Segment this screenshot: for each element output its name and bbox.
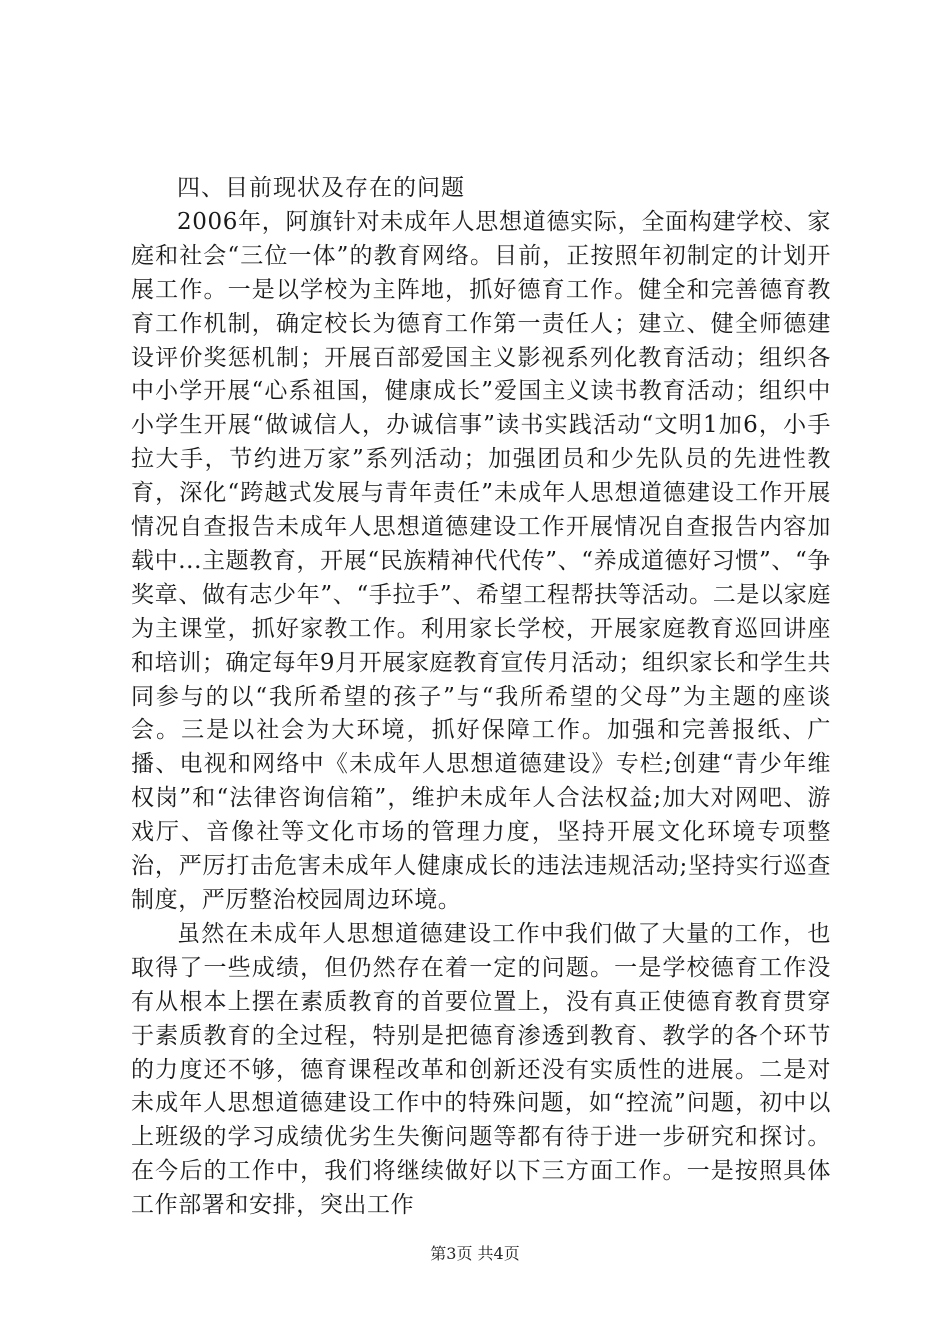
paragraph-existing-problems: 虽然在未成年人思想道德建设工作中我们做了大量的工作，也取得了一些成绩，但仍然存在着一定的问题。一是学校德育工作没有从根本上摆在素质教育的首要位置上，没有真正使德育教育贯穿于素质教育的全过程，特别是把德育渗透到教育、教学的各个环节的力度还不够，德育课程改革和创新还没有实质性的进展。二是对未成年人思想道德建设工作中的特殊问题，如“控流”问题，初中以上班级的学习成绩优劣生失衡问题等都有待于进一步研究和探讨。在今后的工作中，我们将继续做好以下三方面工作。一是按照具体工作部署和安排，突出工作 [131,920,831,1219]
section-heading: 四、目前现状及存在的问题 [177,175,465,201]
page-footer: 第3页 共4页 [430,1244,520,1263]
document-body [131,172,831,1223]
paragraph-current-work: 2006年，阿旗针对未成年人思想道德实际，全面构建学校、家庭和社会“三位一体”的教育网络。目前，正按照年初制定的计划开展工作。一是以学校为主阵地，抓好德育工作。健全和完善德育教育工作机制，确定校长为德育工作第一责任人；建立、健全师德建设评价奖惩机制；开展百部爱国主义影视系列化教育活动；组织各中小学开展“心系祖国，健康成长”爱国主义读书教育活动；组织中小学生开展“做诚信人，办诚信事”读书实践活动“文明1加6，小手拉大手，节约进万家”系列活动；加强团员和少先队员的先进性教育，深化“跨越式发展与青年责任”未成年人思想道德建设工作开展情况自查报告未成年人思想道德建设工作开展情况自查报告内容加载中...主题教育，开展“民族精神代代传”、“养成道德好习惯”、“争奖章、做有志少年”、“手拉手”、希望工程帮扶等活动。二是以家庭为主课堂，抓好家教工作。利用家长学校，开展家庭教育巡回讲座和培训；确定每年9月开展家庭教育宣传月活动；组织家长和学生共同参与的以“我所希望的孩子”与“我所希望的父母”为主题的座谈会。三是以社会为大环境，抓好保障工作。加强和完善报纸、广播、电视和网络中《未成年人思想道德建设》专栏;创建“青少年维权岗”和“法律咨询信箱”，维护未成年人合法权益;加大对网吧、游戏厅、音像社等文化市场的管理力度，坚持开展文化环境专项整治，严厉打击危害未成年人健康成长的违法违规活动;坚持实行巡查制度，严厉整治校园周边环境。 [131,208,831,914]
